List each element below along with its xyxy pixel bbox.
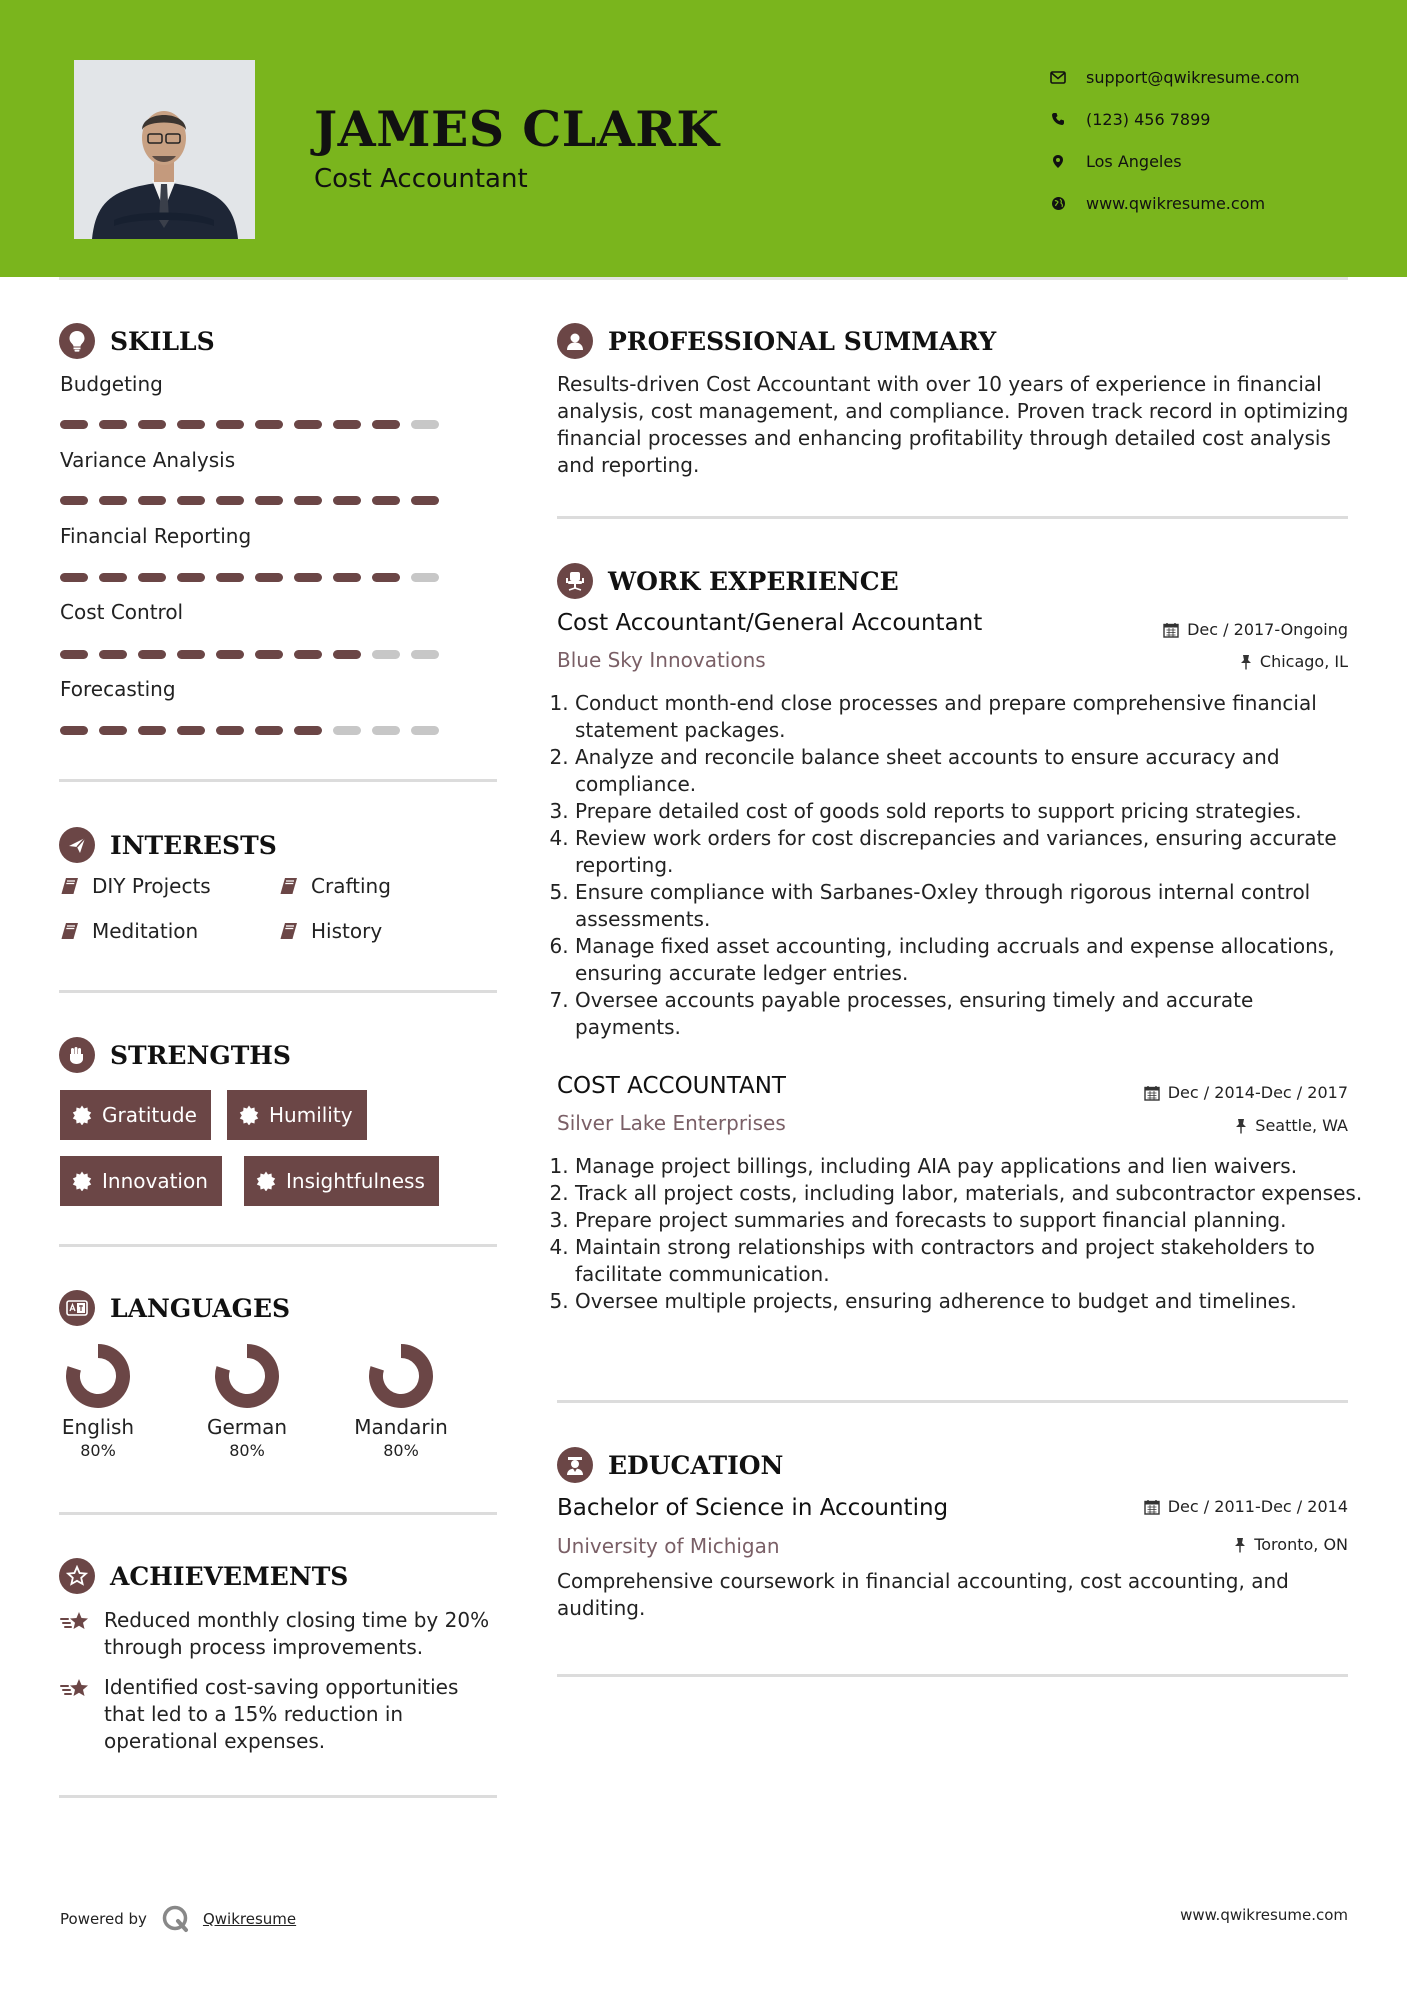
badge-icon [72, 1105, 92, 1125]
badge-icon [72, 1171, 92, 1191]
section-divider [59, 990, 497, 993]
skill-dot [411, 650, 439, 659]
fist-icon [59, 1037, 95, 1073]
job-location-text: Chicago, IL [1259, 652, 1348, 671]
language-progress-ring [368, 1343, 434, 1409]
achievement-item [60, 1607, 500, 1661]
contact-info [1050, 56, 1300, 224]
interest-item [279, 874, 391, 898]
skill-dot [255, 496, 283, 505]
duty-item: 1. Conduct month-end close processes and prepare comprehensive financial statement packages. [575, 690, 1365, 744]
strength-label: Innovation [102, 1169, 208, 1193]
badge-icon [239, 1105, 259, 1125]
skill-dot [216, 420, 244, 429]
achievements-heading [59, 1558, 348, 1594]
interest-item [279, 919, 382, 943]
strengths-title: STRENGTHS [110, 1040, 291, 1070]
language-item [351, 1343, 451, 1460]
job-dates [1144, 1083, 1348, 1102]
skill-dot [294, 420, 322, 429]
strength-label: Insightfulness [286, 1169, 425, 1193]
skill-dot [333, 726, 361, 735]
summary-title: PROFESSIONAL SUMMARY [608, 326, 997, 356]
skill-dot [294, 650, 322, 659]
qwikresume-logo-icon [161, 1904, 191, 1934]
language-name: English [61, 1415, 135, 1439]
skill-name: Cost Control [60, 600, 184, 624]
education-description: Comprehensive coursework in financial accounting, cost accounting, and auditing. [557, 1569, 1289, 1620]
skill-rating [60, 496, 450, 505]
skill-dot [99, 496, 127, 505]
skill-dot [255, 726, 283, 735]
skill-dot [177, 420, 205, 429]
skill-dot [411, 420, 439, 429]
shooting-star-icon [60, 1607, 104, 1661]
office-chair-icon [557, 563, 593, 599]
skill-dot [294, 726, 322, 735]
lightbulb-icon [59, 323, 95, 359]
section-divider [557, 1400, 1348, 1403]
skill-dot [372, 573, 400, 582]
language-item [48, 1343, 148, 1460]
skill-dot [99, 650, 127, 659]
calendar-icon [1163, 622, 1179, 638]
duty-item: 4. Maintain strong relationships with contractors and project stakeholders to facilitate communication. [575, 1234, 1365, 1288]
skills-title: SKILLS [110, 326, 215, 356]
skill-dot [60, 726, 88, 735]
section-divider [557, 516, 1348, 519]
shooting-star-icon [60, 1674, 104, 1755]
translate-icon [59, 1290, 95, 1326]
education-heading [557, 1447, 783, 1483]
graduate-icon [557, 1447, 593, 1483]
education-dates [1144, 1497, 1348, 1516]
education-location-text: Toronto, ON [1254, 1535, 1348, 1554]
globe-icon [1050, 195, 1066, 211]
job-location-text: Seattle, WA [1255, 1116, 1348, 1135]
job-location [1240, 652, 1348, 671]
strength-tag [60, 1090, 211, 1140]
skill-dot [333, 573, 361, 582]
company-name: Silver Lake Enterprises [557, 1111, 786, 1135]
envelope-icon [1050, 69, 1066, 85]
interest-item [60, 874, 211, 898]
skill-name: Financial Reporting [60, 524, 252, 548]
language-name: Mandarin [354, 1415, 448, 1439]
skill-rating [60, 726, 450, 735]
interest-label: History [311, 919, 383, 943]
book-icon [279, 876, 299, 896]
duty-item: 2. Track all project costs, including labor, materials, and subcontractor expenses. [575, 1180, 1365, 1207]
contact-email-text: support@qwikresume.com [1086, 67, 1300, 87]
strength-tag [227, 1090, 367, 1140]
interests-title: INTERESTS [110, 830, 277, 860]
phone-icon [1050, 111, 1066, 127]
skill-rating [60, 420, 450, 429]
skill-dot [99, 573, 127, 582]
duty-item: 3. Prepare project summaries and forecasts to support financial planning. [575, 1207, 1365, 1234]
interest-label: Crafting [311, 874, 391, 898]
section-divider [59, 1512, 497, 1515]
duty-item: 4. Review work orders for cost discrepancies and variances, ensuring accurate reporting. [575, 825, 1365, 879]
skill-dot [177, 726, 205, 735]
pushpin-icon [1234, 1537, 1246, 1553]
skill-dot [138, 420, 166, 429]
skill-dot [372, 726, 400, 735]
map-pin-icon [1050, 153, 1066, 169]
section-divider [59, 1795, 497, 1798]
skill-dot [138, 650, 166, 659]
strength-tag [244, 1156, 439, 1206]
strengths-heading [59, 1037, 291, 1073]
job-title: COST ACCOUNTANT [557, 1073, 786, 1099]
language-progress-ring [214, 1343, 280, 1409]
skill-name: Budgeting [60, 372, 163, 396]
duty-item: 5. Oversee multiple projects, ensuring adherence to budget and timelines. [575, 1288, 1365, 1315]
contact-phone[interactable] [1050, 98, 1300, 140]
powered-by-label: Powered by [60, 1910, 147, 1928]
skill-dot [372, 650, 400, 659]
skill-dot [411, 726, 439, 735]
duty-item: 6. Manage fixed asset accounting, including accruals and expense allocations, ensuring accurate ledger entries. [575, 933, 1365, 987]
strength-label: Gratitude [102, 1103, 197, 1127]
skill-dot [177, 496, 205, 505]
languages-title: LANGUAGES [110, 1293, 291, 1323]
skill-dot [60, 573, 88, 582]
skill-dot [138, 726, 166, 735]
skills-heading [59, 323, 215, 359]
job-duties-list [557, 690, 1365, 1041]
achievement-text: Identified cost-saving opportunities that led to a 15% reduction in operational expenses. [104, 1675, 459, 1753]
badge-icon [256, 1171, 276, 1191]
contact-location-text: Los Angeles [1086, 151, 1182, 171]
footer-powered-by [60, 1904, 296, 1934]
education-location [1234, 1535, 1348, 1554]
language-percent: 80% [229, 1441, 265, 1460]
achievement-text: Reduced monthly closing time by 20% through process improvements. [104, 1608, 490, 1659]
pushpin-icon [1235, 1118, 1247, 1134]
skill-dot [60, 420, 88, 429]
section-divider [557, 1674, 1348, 1677]
contact-website-text: www.qwikresume.com [1086, 193, 1266, 213]
job-location [1235, 1116, 1348, 1135]
skill-name: Forecasting [60, 677, 176, 701]
skill-dot [177, 573, 205, 582]
skill-dot [99, 726, 127, 735]
job-dates-text: Dec / 2017-Ongoing [1187, 620, 1348, 639]
summary-heading [557, 323, 996, 359]
school-name: University of Michigan [557, 1534, 780, 1558]
skill-dot [216, 650, 244, 659]
contact-email[interactable] [1050, 56, 1300, 98]
skill-dot [60, 496, 88, 505]
candidate-name: JAMES CLARK [314, 100, 720, 158]
duty-item: 5. Ensure compliance with Sarbanes-Oxley through rigorous internal control assessments. [575, 879, 1365, 933]
skill-dot [60, 650, 88, 659]
company-name: Blue Sky Innovations [557, 648, 766, 672]
section-divider [59, 1244, 497, 1247]
language-percent: 80% [80, 1441, 116, 1460]
education-title: EDUCATION [608, 1450, 784, 1480]
skill-dot [411, 496, 439, 505]
skill-dot [255, 650, 283, 659]
skill-dot [216, 496, 244, 505]
job-duties-list [557, 1153, 1365, 1315]
header-divider [59, 277, 1348, 280]
skill-rating [60, 650, 450, 659]
contact-phone-text: (123) 456 7899 [1086, 109, 1211, 129]
interests-heading [59, 827, 277, 863]
pushpin-icon [1240, 654, 1252, 670]
user-icon [557, 323, 593, 359]
skill-dot [99, 420, 127, 429]
profile-photo [74, 60, 255, 239]
degree-title: Bachelor of Science in Accounting [557, 1495, 949, 1521]
candidate-title: Cost Accountant [314, 164, 528, 194]
strength-tag [60, 1156, 222, 1206]
book-icon [60, 876, 80, 896]
job-title: Cost Accountant/General Accountant [557, 610, 983, 636]
section-divider [59, 779, 497, 782]
skill-dot [255, 420, 283, 429]
duty-item: 3. Prepare detailed cost of goods sold reports to support pricing strategies. [575, 798, 1365, 825]
interest-item [60, 919, 198, 943]
job-dates [1163, 620, 1348, 639]
contact-website[interactable] [1050, 182, 1300, 224]
duty-item: 1. Manage project billings, including AIA pay applications and lien waivers. [575, 1153, 1365, 1180]
skill-rating [60, 573, 450, 582]
calendar-icon [1144, 1085, 1160, 1101]
header-banner [0, 0, 1407, 277]
skill-dot [333, 496, 361, 505]
job-dates-text: Dec / 2014-Dec / 2017 [1167, 1083, 1348, 1102]
paper-plane-icon [59, 827, 95, 863]
brand-link[interactable]: Qwikresume [202, 1910, 297, 1928]
skill-dot [177, 650, 205, 659]
interest-label: Meditation [92, 919, 199, 943]
experience-title: WORK EXPERIENCE [608, 566, 899, 596]
duty-item: 7. Oversee accounts payable processes, ensuring timely and accurate payments. [575, 987, 1365, 1041]
duty-item: 2. Analyze and reconcile balance sheet accounts to ensure accuracy and compliance. [575, 744, 1365, 798]
skill-dot [294, 573, 322, 582]
skill-dot [138, 496, 166, 505]
skill-dot [333, 420, 361, 429]
summary-text: Results-driven Cost Accountant with over 10 years of experience in financial analysis, cost management, and compliance. Proven track record in optimizing financial processes and enhancing profitability through detailed cost analysis and reporting. [557, 372, 1349, 477]
skill-dot [138, 573, 166, 582]
interest-label: DIY Projects [92, 874, 211, 898]
skill-dot [372, 496, 400, 505]
language-progress-ring [65, 1343, 131, 1409]
star-badge-icon [59, 1558, 95, 1594]
languages-heading [59, 1290, 290, 1326]
skill-dot [372, 420, 400, 429]
education-dates-text: Dec / 2011-Dec / 2014 [1167, 1497, 1348, 1516]
language-name: German [206, 1415, 288, 1439]
skill-dot [255, 573, 283, 582]
skill-name: Variance Analysis [60, 448, 236, 472]
achievement-item [60, 1674, 500, 1755]
experience-heading [557, 563, 899, 599]
calendar-icon [1144, 1499, 1160, 1515]
book-icon [279, 921, 299, 941]
skill-dot [216, 726, 244, 735]
person-photo-icon [74, 60, 255, 239]
skill-dot [216, 573, 244, 582]
achievements-title: ACHIEVEMENTS [110, 1561, 349, 1591]
skill-dot [294, 496, 322, 505]
language-item [197, 1343, 297, 1460]
language-percent: 80% [383, 1441, 419, 1460]
footer-website[interactable]: www.qwikresume.com [1180, 1906, 1348, 1924]
skill-dot [411, 573, 439, 582]
skill-dot [333, 650, 361, 659]
contact-location [1050, 140, 1300, 182]
strength-label: Humility [269, 1103, 353, 1127]
book-icon [60, 921, 80, 941]
